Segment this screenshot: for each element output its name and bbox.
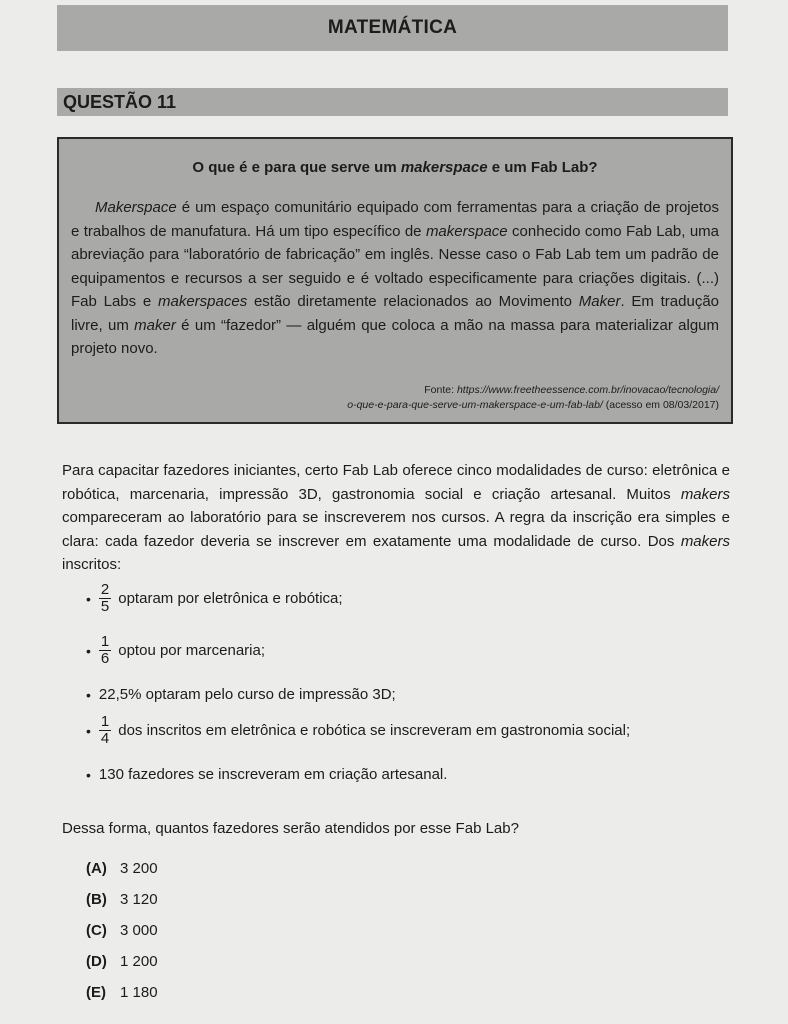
source-label: Fonte: xyxy=(424,383,457,396)
text-run: estão diretamente relacionados ao Movimento xyxy=(247,293,579,310)
title-part: O que é e para que serve um xyxy=(192,159,401,176)
italic-term: maker xyxy=(134,316,176,334)
text-run: . Em tradução livre, um xyxy=(71,293,720,334)
bullet-item xyxy=(86,686,396,703)
text-run: Para capacitar fazedores iniciantes, certo Fab Lab oferece cinco modalidades de curso: eletrônica e robótica, marcenaria, impressão 3D, gastronomia social e criação artesanal. Muitos xyxy=(62,462,730,503)
fraction-denominator: 6 xyxy=(100,650,110,667)
source-access-date: (acesso em 08/03/2017) xyxy=(602,398,719,411)
option-d[interactable] xyxy=(86,953,158,970)
text-run: é um espaço comunitário equipado com ferramentas para a criação de projetos e trabalhos de manufatura. Há um tipo específico de xyxy=(71,199,719,240)
option-letter: (E) xyxy=(86,984,106,1001)
bullet-dot: • xyxy=(86,686,91,703)
reference-text-box xyxy=(57,137,733,424)
text-box-source xyxy=(71,383,719,413)
option-e[interactable] xyxy=(86,984,158,1001)
option-letter: (D) xyxy=(86,953,107,970)
question-number: QUESTÃO 11 xyxy=(63,91,177,112)
text-run: conhecido como Fab Lab, uma abreviação para “laboratório de fabricação” em inglês. Nesse caso o Fab Lab tem um padrão de equipamentos e recursos a ser seguido e é voltado especificamente para criações digitais. (...) Fab Labs e xyxy=(71,222,719,310)
question-header xyxy=(57,88,728,116)
bullet-text: 130 fazedores se inscreveram em criação artesanal. xyxy=(98,766,448,783)
bullet-item xyxy=(86,582,343,615)
option-letter: (A) xyxy=(86,860,107,877)
italic-term: makerspaces xyxy=(158,293,248,310)
bullet-text: optaram por eletrônica e robótica; xyxy=(118,590,343,607)
text-box-paragraph xyxy=(71,196,719,361)
fraction xyxy=(99,582,111,615)
title-italic-term: makerspace xyxy=(400,159,488,176)
subject-title: MATEMÁTICA xyxy=(327,17,458,38)
fraction xyxy=(99,634,111,667)
question-prompt: Dessa forma, quantos fazedores serão atendidos por esse Fab Lab? xyxy=(62,820,519,837)
bullet-item xyxy=(86,634,265,667)
option-value: 3 200 xyxy=(120,860,158,877)
bullet-dot: • xyxy=(86,642,91,659)
bullet-item xyxy=(86,714,630,747)
option-a[interactable] xyxy=(86,860,158,877)
italic-term: Makerspace xyxy=(95,199,177,216)
fraction-numerator: 1 xyxy=(100,713,110,730)
fraction-denominator: 5 xyxy=(100,598,110,615)
bullet-dot: • xyxy=(86,590,91,607)
bullet-dot: • xyxy=(86,722,91,739)
bullet-text: 22,5% optaram pelo curso de impressão 3D; xyxy=(98,686,396,703)
italic-term: makerspace xyxy=(425,222,508,240)
fraction-denominator: 4 xyxy=(100,730,110,747)
problem-statement xyxy=(62,459,730,577)
bullet-dot: • xyxy=(86,766,91,783)
text-run: é um “fazedor” — alguém que coloca a mão na massa para materializar algum projeto novo. xyxy=(71,316,719,357)
bullet-text: optou por marcenaria; xyxy=(118,642,265,659)
bullet-text: dos inscritos em eletrônica e robótica se inscreveram em gastronomia social; xyxy=(118,722,631,739)
italic-term: makers xyxy=(680,532,730,550)
option-b[interactable] xyxy=(86,891,158,908)
fraction-numerator: 2 xyxy=(100,581,110,598)
text-box-title xyxy=(71,159,719,176)
fraction xyxy=(99,714,111,747)
option-value: 3 120 xyxy=(120,891,158,908)
option-letter: (C) xyxy=(86,922,107,939)
italic-term: Maker xyxy=(578,293,621,310)
option-c[interactable] xyxy=(86,922,158,939)
subject-header xyxy=(57,5,728,51)
option-value: 1 200 xyxy=(120,953,158,970)
italic-term: makers xyxy=(680,485,730,503)
source-url: https://www.freetheessence.com.br/inovacao/tecnologia/ xyxy=(456,383,719,396)
option-value: 3 000 xyxy=(120,922,158,939)
option-letter: (B) xyxy=(86,891,107,908)
bullet-item xyxy=(86,766,447,783)
text-run: compareceram ao laboratório para se inscreverem nos cursos. A regra da inscrição era simples e clara: cada fazedor deveria se inscrever em exatamente uma modalidade de curso. Dos xyxy=(62,509,730,550)
fraction-numerator: 1 xyxy=(100,633,110,650)
title-part: e um Fab Lab? xyxy=(487,159,598,176)
source-url: o-que-e-para-que-serve-um-makerspace-e-um-fab-lab/ xyxy=(347,398,603,411)
option-value: 1 180 xyxy=(120,984,158,1001)
text-run: inscritos: xyxy=(62,556,122,573)
